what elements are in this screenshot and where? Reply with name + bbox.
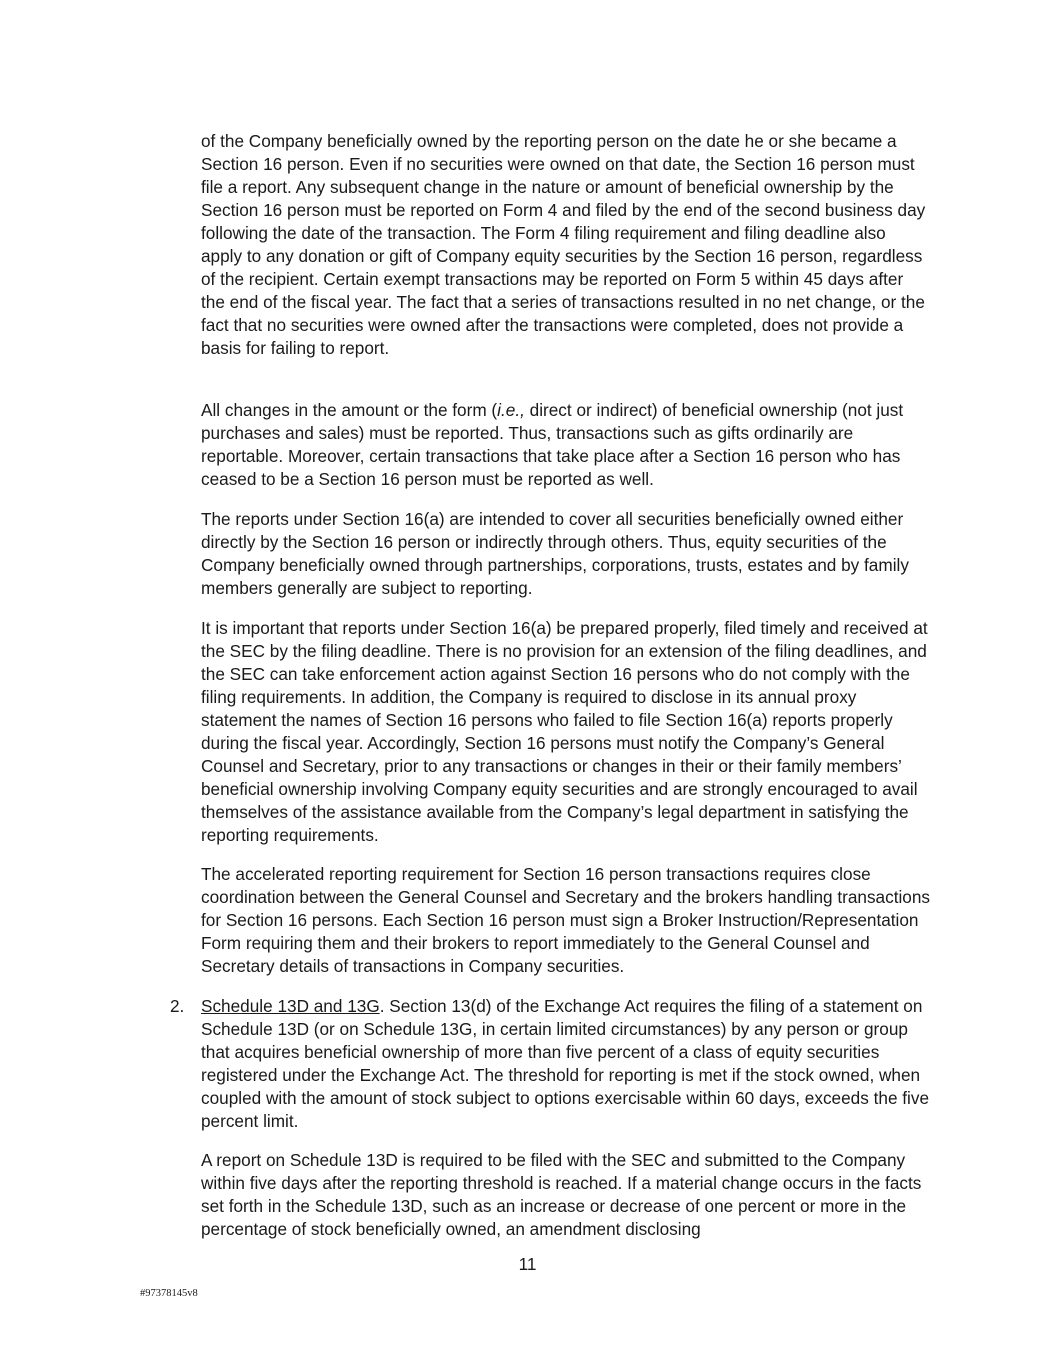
paragraph-text: direct or indirect) of beneficial ownership (not just purchases and sales) must be reported. Thus, transactions such as gifts ordinarily are reportable. Moreover, certain transactions that take place after a Section 16 person who has ceased to be a Section 16 person must be reported as well. [201, 400, 904, 489]
page-number: 11 [518, 1254, 537, 1274]
paragraph-text: All changes in the amount or the form ( [201, 400, 498, 420]
paragraph-schedule-13d-report: A report on Schedule 13D is required to be filed with the SEC and submitted to the Company within five days after the reporting threshold is reached. If a material change occurs in the facts set forth in the Schedule 13D, such as an increase or decrease of one percent or more in the percentage of stock beneficially owned, an amendment disclosing [201, 1150, 922, 1239]
paragraph-form4-reporting: of the Company beneficially owned by the reporting person on the date he or she became a Section 16 person. Even if no securities were owned on that date, the Section 16 person must file a report. Any subsequent change in the nature or amount of beneficial ownership by the Section 16 person must be reported on Form 4 and filed by the end of the second business day following the date of the transaction. The Form 4 filing requirement and filing deadline also apply to any donation or gift of Company equity securities by the Section 16 person, regardless of the recipient. Certain exempt transactions may be reported on Form 5 within 45 days after the end of the fiscal year. The fact that a series of transactions resulted in no net change, or the fact that no securities were owned after the transactions were completed, does not provide a basis for failing to report. [201, 131, 926, 358]
section-heading: Schedule 13D and 13G [201, 996, 380, 1016]
paragraph-text: . Section 13(d) of the Exchange Act requires the filing of a statement on Schedule 13D (or on Schedule 13G, in certain limited circumstances) by any person or group that acquires beneficial ownership of more than five percent of a class of equity securities registered under the Exchange Act. The threshold for reporting is met if the stock owned, when coupled with the amount of stock subject to options exercisable within 60 days, exceeds the five percent limit. [201, 996, 930, 1131]
paragraph-filing-importance: It is important that reports under Section 16(a) be prepared properly, filed timely and received at the SEC by the filing deadline. There is no provision for an extension of the filing deadlines, and the SEC can take enforcement action against Section 16 persons who do not comply with the filing requirements. In addition, the Company is required to disclose in its annual proxy statement the names of Section 16 persons who failed to file Section 16(a) reports properly during the fiscal year. Accordingly, Section 16 persons must notify the Company’s General Counsel and Secretary, prior to any transactions or changes in their or their family members’ beneficial ownership involving Company equity securities and are strongly encouraged to avail themselves of the assistance available from the Company’s legal department in satisfying the reporting requirements. [201, 618, 928, 845]
document-id: #97378145v8 [140, 1288, 198, 1299]
paragraph-accelerated-reporting: The accelerated reporting requirement for Section 16 person transactions requires close coordination between the General Counsel and Secretary and the brokers handling transactions for Section 16 persons. Each Section 16 person must sign a Broker Instruction/Representation Form requiring them and their brokers to report immediately to the General Counsel and Secretary details of transactions in Company securities. [201, 864, 931, 976]
paragraph-changes-reportable [201, 399, 931, 491]
paragraph-section16a-coverage: The reports under Section 16(a) are intended to cover all securities beneficially owned either directly by the Section 16 person or indirectly through others. Thus, equity securities of the Company beneficially owned through partnerships, corporations, trusts, estates and by family members generally are subject to reporting. [201, 509, 909, 598]
list-item-number: 2. [170, 996, 185, 1016]
italic-ie: i.e., [497, 400, 525, 420]
paragraph-schedule-13d-13g [201, 995, 931, 1133]
